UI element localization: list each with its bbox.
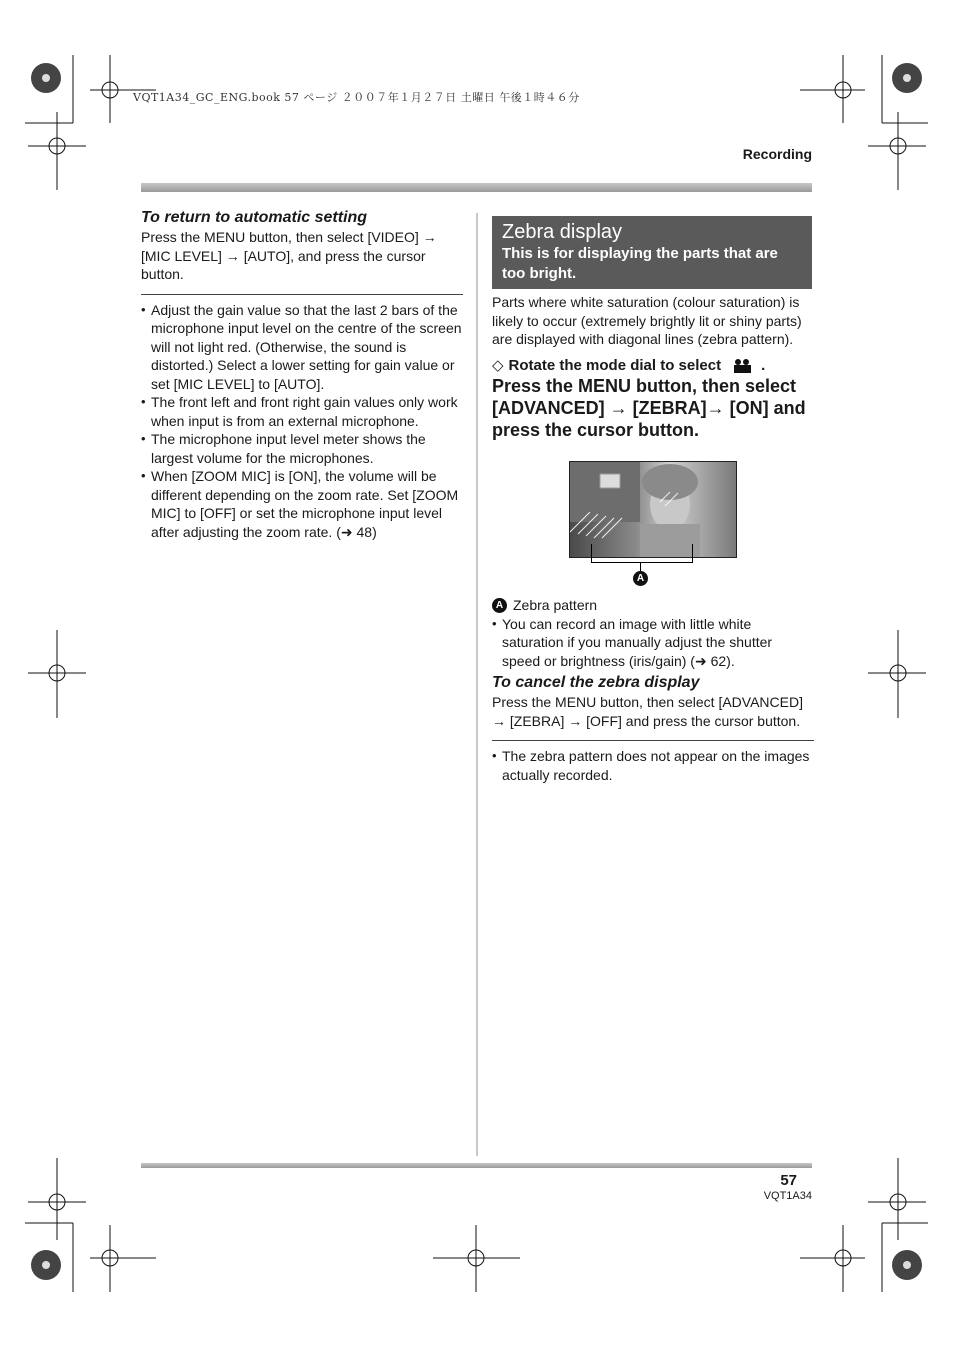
list-item: • You can record an image with little white saturation if you manually adjust the shutter speed or brightness (iris/gain) (➜ 62).	[492, 615, 814, 671]
video-camera-icon	[733, 358, 755, 374]
list-item: • Adjust the gain value so that the last 2 bars of the microphone input level on the centre of the screen will not light red. (Otherwise, the sound is distorted.) Select a lower setting for gain value or set [MIC LEVEL] to [AUTO].	[141, 301, 463, 394]
callout-text: Zebra pattern	[513, 597, 598, 613]
model-code: VQT1A34	[763, 1190, 812, 1202]
list-item: • The front left and front right gain values only work when input is from an external microphone.	[141, 393, 463, 430]
divider	[141, 294, 463, 295]
notes-list	[141, 301, 463, 542]
callout-a-icon: A	[492, 598, 507, 613]
list-item: • The microphone input level meter shows the largest volume for the microphones.	[141, 430, 463, 467]
return-auto-heading: To return to automatic setting	[141, 209, 368, 226]
divider	[492, 740, 814, 741]
top-rule	[141, 183, 812, 192]
callout-legend	[492, 596, 814, 615]
diamond-icon: ◇	[492, 356, 504, 374]
callout-lines	[492, 558, 814, 586]
bottom-rule	[141, 1163, 812, 1168]
left-column	[141, 208, 463, 541]
callout-bracket	[591, 544, 693, 563]
callout-a-marker: A	[633, 571, 648, 586]
zebra-header-box	[492, 216, 812, 289]
list-item: • When [ZOOM MIC] is [ON], the volume will be different depending on the zoom rate. Set [ZOOM MIC] to [OFF] or set the microphone input level after adjusting the zoom rate. (➜ 48)	[141, 467, 463, 541]
column-divider	[476, 213, 478, 1156]
zebra-title: Zebra display	[502, 221, 623, 243]
step-menu-instruction: Press the MENU button, then select [ADVANCED] → [ZEBRA]→ [ON] and press the cursor button.	[492, 376, 806, 440]
zebra-pattern-image	[570, 462, 736, 557]
zebra-subtitle: This is for displaying the parts that are too bright.	[502, 245, 778, 282]
page-number: 57	[780, 1172, 797, 1189]
section-title: Recording	[742, 146, 812, 162]
list-item: • The zebra pattern does not appear on the images actually recorded.	[492, 747, 814, 784]
right-column	[492, 216, 814, 784]
return-auto-text: Press the MENU button, then select [VIDEO] → [MIC LEVEL] → [AUTO], and press the cursor button.	[141, 229, 437, 282]
print-info: VQT1A34_GC_ENG.book 57 ページ ２００７年１月２７日 土曜日 午後１時４６分	[133, 91, 580, 104]
zebra-final-notes	[492, 747, 814, 784]
cancel-zebra-text: Press the MENU button, then select [ADVANCED] → [ZEBRA] → [OFF] and press the cursor button.	[492, 694, 803, 729]
cancel-zebra-heading: To cancel the zebra display	[492, 674, 700, 691]
step-rotate-dial	[492, 357, 814, 376]
period: .	[761, 356, 766, 374]
zebra-intro: Parts where white saturation (colour saturation) is likely to occur (extremely brightly lit or shiny parts) are displayed with diagonal lines (zebra pattern).	[492, 294, 802, 347]
zebra-notes	[492, 615, 814, 671]
step-rotate-text: Rotate the mode dial to select	[508, 356, 722, 374]
